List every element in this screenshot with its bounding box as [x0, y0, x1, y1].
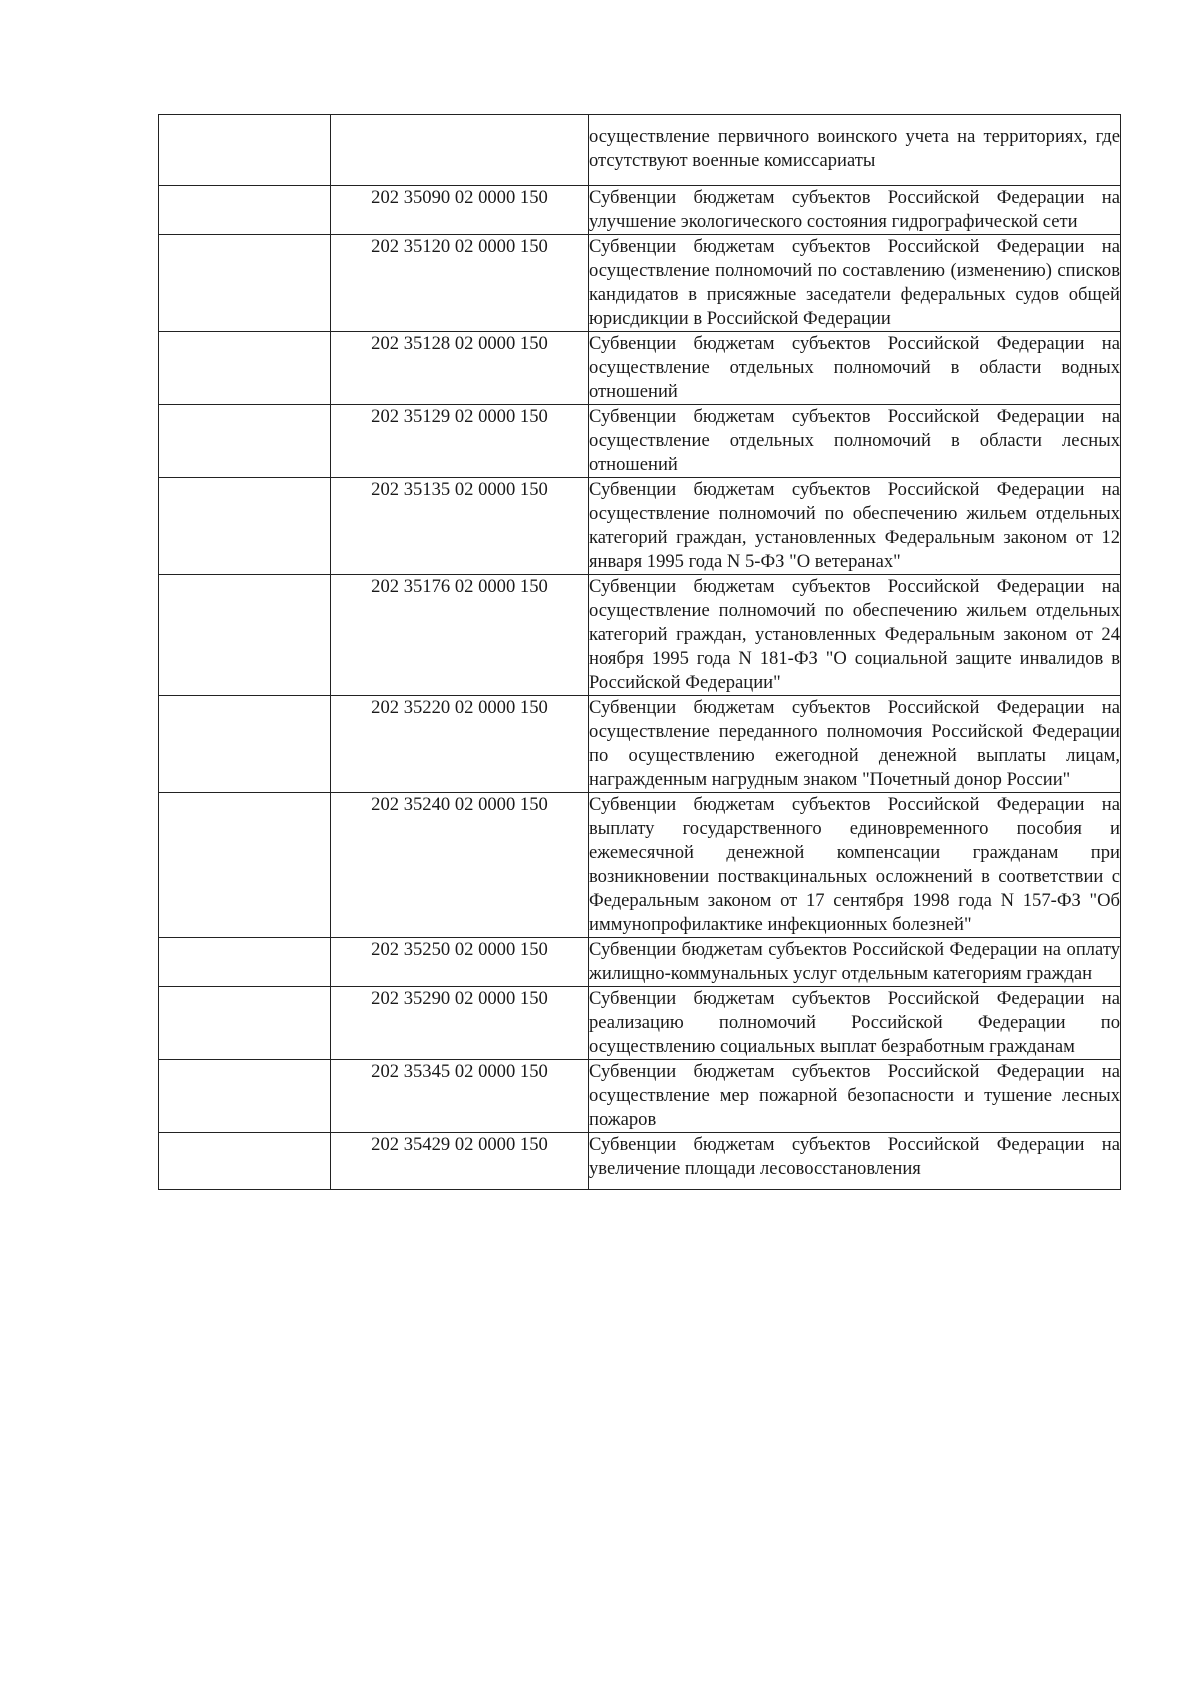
- table-cell-empty: [159, 1133, 331, 1190]
- budget-code-cell: 202 35220 02 0000 150: [331, 696, 589, 793]
- budget-code-cell: 202 35128 02 0000 150: [331, 332, 589, 405]
- budget-code-cell: 202 35290 02 0000 150: [331, 987, 589, 1060]
- table-cell-empty: [159, 575, 331, 696]
- description-cell: Субвенции бюджетам субъектов Российской Федерации на реализацию полномочий Российской Федерации по осуществлению социальных выплат безработным гражданам: [589, 987, 1121, 1060]
- table-cell-empty: [159, 793, 331, 938]
- description-cell: Субвенции бюджетам субъектов Российской Федерации на осуществление отдельных полномочий в области водных отношений: [589, 332, 1121, 405]
- budget-code-cell: 202 35345 02 0000 150: [331, 1060, 589, 1133]
- table-cell-empty: [159, 332, 331, 405]
- table-row: [159, 1060, 1121, 1133]
- table-row: [159, 115, 1121, 186]
- table-row: [159, 575, 1121, 696]
- description-cell: Субвенции бюджетам субъектов Российской Федерации на осуществление переданного полномочия Российской Федерации по осуществлению ежегодной денежной выплаты лицам, награжденным нагрудным знаком "Почетный донор России": [589, 696, 1121, 793]
- description-cell: Субвенции бюджетам субъектов Российской Федерации на выплату государственного единовременного пособия и ежемесячной денежной компенсации гражданам при возникновении поствакцинальных осложнений в соответствии с Федеральным законом от 17 сентября 1998 года N 157-ФЗ "Об иммунопрофилактике инфекционных болезней": [589, 793, 1121, 938]
- table-row: [159, 793, 1121, 938]
- budget-code-cell: 202 35250 02 0000 150: [331, 938, 589, 987]
- description-cell: Субвенции бюджетам субъектов Российской Федерации на улучшение экологического состояния гидрографической сети: [589, 186, 1121, 235]
- description-cell: Субвенции бюджетам субъектов Российской Федерации на оплату жилищно-коммунальных услуг отдельным категориям граждан: [589, 938, 1121, 987]
- table-row: [159, 696, 1121, 793]
- budget-code-cell: [331, 115, 589, 186]
- table-row: [159, 186, 1121, 235]
- table-row: [159, 235, 1121, 332]
- description-cell: Субвенции бюджетам субъектов Российской Федерации на осуществление мер пожарной безопасности и тушение лесных пожаров: [589, 1060, 1121, 1133]
- table-cell-empty: [159, 186, 331, 235]
- table-cell-empty: [159, 987, 331, 1060]
- budget-code-cell: 202 35120 02 0000 150: [331, 235, 589, 332]
- table-row: [159, 478, 1121, 575]
- budget-code-cell: 202 35176 02 0000 150: [331, 575, 589, 696]
- table-row: [159, 405, 1121, 478]
- description-cell: Субвенции бюджетам субъектов Российской Федерации на осуществление полномочий по обеспечению жильем отдельных категорий граждан, установленных Федеральным законом от 12 января 1995 года N 5-ФЗ "О ветеранах": [589, 478, 1121, 575]
- table-row: [159, 332, 1121, 405]
- description-cell: Субвенции бюджетам субъектов Российской Федерации на увеличение площади лесовосстановления: [589, 1133, 1121, 1190]
- budget-code-cell: 202 35090 02 0000 150: [331, 186, 589, 235]
- description-cell: осуществление первичного воинского учета на территориях, где отсутствуют военные комиссариаты: [589, 115, 1121, 186]
- description-cell: Субвенции бюджетам субъектов Российской Федерации на осуществление отдельных полномочий в области лесных отношений: [589, 405, 1121, 478]
- table-row: [159, 1133, 1121, 1190]
- budget-code-cell: 202 35240 02 0000 150: [331, 793, 589, 938]
- budget-code-cell: 202 35129 02 0000 150: [331, 405, 589, 478]
- table-cell-empty: [159, 115, 331, 186]
- budget-code-cell: 202 35135 02 0000 150: [331, 478, 589, 575]
- description-cell: Субвенции бюджетам субъектов Российской Федерации на осуществление полномочий по обеспечению жильем отдельных категорий граждан, установленных Федеральным законом от 24 ноября 1995 года N 181-ФЗ "О социальной защите инвалидов в Российской Федерации": [589, 575, 1121, 696]
- table-cell-empty: [159, 405, 331, 478]
- table-cell-empty: [159, 696, 331, 793]
- table-cell-empty: [159, 478, 331, 575]
- table-cell-empty: [159, 938, 331, 987]
- budget-code-cell: 202 35429 02 0000 150: [331, 1133, 589, 1190]
- table-cell-empty: [159, 1060, 331, 1133]
- budget-codes-table: [158, 114, 1121, 1190]
- table-cell-empty: [159, 235, 331, 332]
- table-row: [159, 987, 1121, 1060]
- table-row: [159, 938, 1121, 987]
- description-cell: Субвенции бюджетам субъектов Российской Федерации на осуществление полномочий по составлению (изменению) списков кандидатов в присяжные заседатели федеральных судов общей юрисдикции в Российской Федерации: [589, 235, 1121, 332]
